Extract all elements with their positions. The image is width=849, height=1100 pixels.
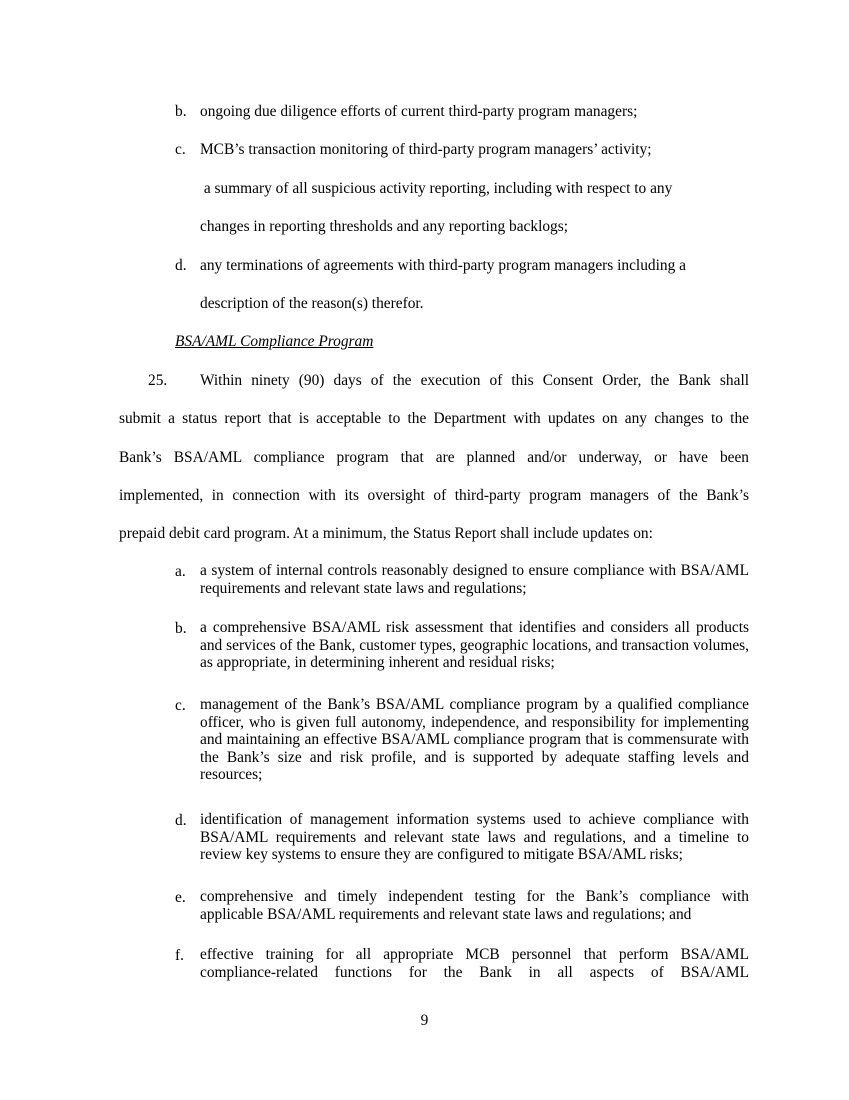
list-marker-c: c. [175, 141, 186, 158]
paragraph-line-3: Bank’s BSA/AML compliance program that are planned and/or underway, or have been [119, 449, 749, 466]
status-item-a: a system of internal controls reasonably designed to ensure compliance with BSA/AML requirements and relevant state laws and regulations; [200, 562, 749, 597]
status-item-marker-a: a. [175, 563, 186, 580]
page-number: 9 [420, 1012, 429, 1029]
list-item-d-line-1: any terminations of agreements with third-party program managers including a [200, 257, 686, 274]
paragraph-number: 25. [148, 372, 168, 389]
status-item-marker-c: c. [175, 697, 186, 714]
list-item-b-line-1: ongoing due diligence efforts of current third-party program managers; [200, 103, 638, 120]
paragraph-line-4: implemented, in connection with its oversight of third-party program managers of the Bank’s [119, 487, 749, 504]
status-item-marker-e: e. [175, 889, 186, 906]
status-item-e: comprehensive and timely independent testing for the Bank’s compliance with applicable BSA/AML requirements and relevant state laws and regulations; and [200, 888, 749, 923]
status-item-c: management of the Bank’s BSA/AML compliance program by a qualified compliance officer, who is given full autonomy, independence, and responsibility for implementing and maintaining an effective BSA/AML compliance program that is commensurate with the Bank’s size and risk profile, and is supported by adequate staffing levels and resources; [200, 696, 749, 783]
list-item-c-line-1: MCB’s transaction monitoring of third-party program managers’ activity; [200, 141, 652, 158]
list-item-d-line-2: description of the reason(s) therefor. [200, 295, 424, 312]
status-item-marker-f: f. [175, 947, 184, 964]
list-item-summary-line-1: a summary of all suspicious activity reporting, including with respect to any [200, 180, 673, 197]
list-item-summary-line-2: changes in reporting thresholds and any reporting backlogs; [200, 218, 568, 235]
section-heading: BSA/AML Compliance Program [175, 333, 374, 350]
list-marker-d: d. [175, 257, 187, 274]
paragraph-line-2: submit a status report that is acceptable to the Department with updates on any changes to the [119, 410, 749, 427]
status-item-marker-d: d. [175, 812, 187, 829]
paragraph-line-1: Within ninety (90) days of the execution of this Consent Order, the Bank shall [200, 372, 749, 389]
status-item-marker-b: b. [175, 620, 187, 637]
status-item-b: a comprehensive BSA/AML risk assessment that identifies and considers all products and services of the Bank, customer types, geographic locations, and transaction volumes, as appropriate, in determining inherent and residual risks; [200, 619, 749, 671]
list-marker-b: b. [175, 103, 187, 120]
status-item-f: effective training for all appropriate MCB personnel that perform BSA/AML compliance-related functions for the Bank in all aspects of BSA/AML [200, 946, 749, 981]
paragraph-line-5: prepaid debit card program. At a minimum, the Status Report shall include updates on: [119, 525, 653, 542]
status-item-d: identification of management information systems used to achieve compliance with BSA/AML requirements and relevant state laws and regulations, and a timeline to review key systems to ensure they are configured to mitigate BSA/AML risks; [200, 811, 749, 863]
